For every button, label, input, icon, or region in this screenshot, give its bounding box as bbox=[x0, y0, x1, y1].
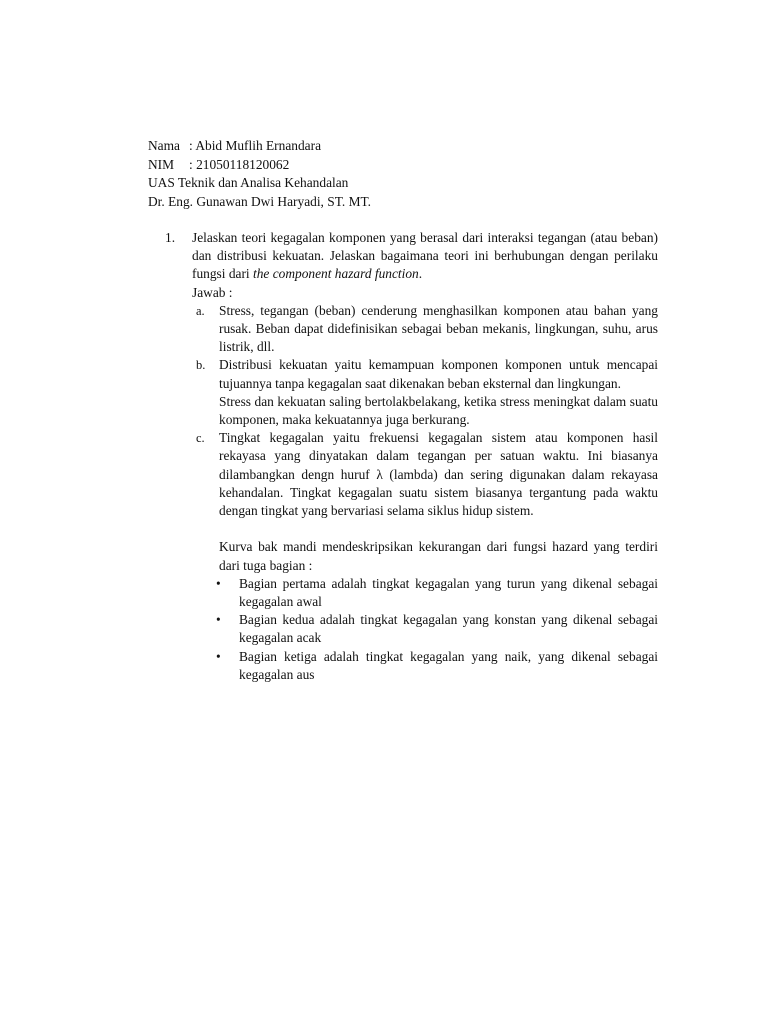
bullet-icon: • bbox=[216, 575, 221, 591]
bullet-text: Bagian ketiga adalah tingkat kegagalan yang naik, yang dikenal sebagai kegagalan aus bbox=[239, 648, 658, 682]
answer-marker: a. bbox=[196, 303, 205, 318]
question-italic-term: the component hazard function bbox=[253, 266, 419, 282]
name-value: : Abid Muflih Ernandara bbox=[189, 138, 322, 153]
bullet-item bbox=[192, 611, 658, 647]
answer-label: Jawab : bbox=[192, 284, 233, 300]
course-title: UAS Teknik dan Analisa Kehandalan bbox=[148, 175, 349, 191]
bullet-item bbox=[192, 648, 658, 684]
answer-marker: b. bbox=[196, 358, 206, 373]
question-text: Jelaskan teori kegagalan komponen yang berasal dari interaksi tegangan (atau beban) dan distribusi kekuatan. Jelaskan bagaimana teori ini berhubungan dengan perilaku fungsi dari the component hazard function. bbox=[192, 230, 658, 282]
student-header bbox=[148, 137, 371, 211]
answer-paragraph: Distribusi kekuatan yaitu kemampuan komponen komponen untuk mencapai tujuannya tanpa kegagalan saat dikenakan beban eksternal dan lingkungan. bbox=[219, 357, 658, 391]
name-line bbox=[148, 137, 371, 156]
question-body bbox=[192, 229, 658, 684]
answer-paragraph: Stress, tegangan (beban) cenderung menghasilkan komponen atau bahan yang rusak. Beban dapat didefinisikan sebagai beban mekanis, lingkungan, suhu, arus listrik, dll. bbox=[219, 302, 658, 355]
nim-line bbox=[148, 156, 371, 175]
answer-paragraph: Kurva bak mandi mendeskripsikan kekurangan dari fungsi hazard yang terdiri dari tuga bagian : bbox=[219, 539, 658, 573]
answer-c bbox=[192, 429, 658, 575]
name-label: Nama bbox=[148, 138, 180, 153]
nim-label: NIM bbox=[148, 156, 175, 172]
lecturer-name: Dr. Eng. Gunawan Dwi Haryadi, ST. MT. bbox=[148, 193, 372, 209]
bullet-text: Bagian kedua adalah tingkat kegagalan yang konstan yang dikenal sebagai kegagalan acak bbox=[239, 612, 658, 646]
answer-paragraph: Stress dan kekuatan saling bertolakbelakang, ketika stress meningkat dalam suatu komponen, maka kekuatannya juga berkurang. bbox=[219, 393, 658, 428]
bullet-icon: • bbox=[216, 648, 221, 664]
answer-b bbox=[192, 356, 658, 429]
answer-marker: c. bbox=[196, 431, 205, 446]
bullet-icon: • bbox=[216, 612, 221, 628]
answer-paragraph: Tingkat kegagalan yaitu frekuensi kegagalan sistem atau komponen hasil rekayasa yang dinyatakan dalam tegangan per satuan waktu. Ini biasanya dilambangkan dengn huruf λ (lambda) dan sering digunakan dalam rekayasa kehandalan. Tingkat kegagalan suatu sistem biasanya tergantung pada waktu dengan tingkat yang bervariasi selama siklus hidup sistem. bbox=[219, 430, 658, 519]
bullet-text: Bagian pertama adalah tingkat kegagalan yang turun yang dikenal sebagai kegagalan awal bbox=[239, 575, 658, 610]
nim-value: : 21050118120062 bbox=[189, 156, 290, 172]
paragraph-gap bbox=[219, 520, 658, 538]
question-number: 1. bbox=[165, 230, 176, 245]
answer-a bbox=[192, 302, 658, 357]
bullet-item bbox=[192, 575, 658, 611]
